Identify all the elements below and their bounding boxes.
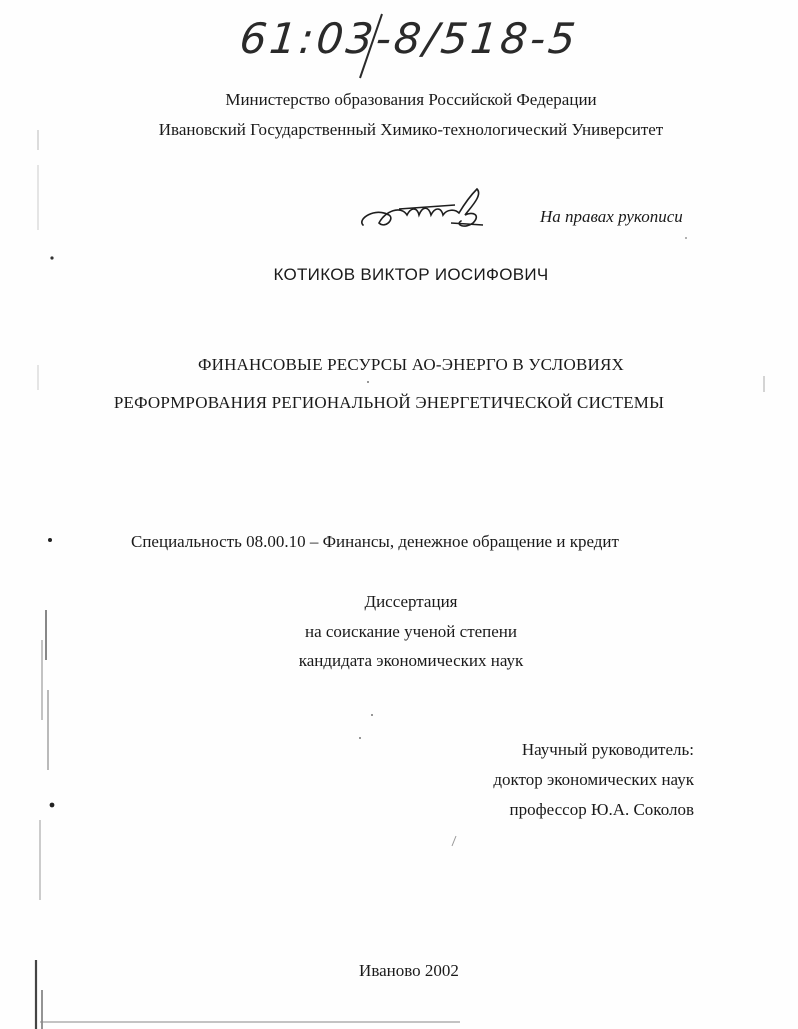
dissertation-line-3: кандидата экономических наук <box>298 651 524 670</box>
archive-stamp-underline <box>232 8 522 80</box>
manuscript-note: На правах рукописи <box>540 207 683 226</box>
city-year: Иваново 2002 <box>359 961 459 980</box>
ministry-line: Министерство образования Российской Федерации <box>225 90 597 109</box>
dissertation-line-2: на соискание ученой степени <box>304 622 518 641</box>
supervisor-name: профессор Ю.А. Соколов <box>509 800 694 819</box>
supervisor-degree: доктор экономических наук <box>493 770 694 789</box>
supervisor-label: Научный руководитель: <box>521 740 694 759</box>
signature-icon <box>355 185 495 235</box>
title-line-1: ФИНАНСОВЫЕ РЕСУРСЫ АО-ЭНЕРГО В УСЛОВИЯХ <box>197 355 625 374</box>
dissertation-line-1: Диссертация <box>364 592 458 611</box>
specialty-line: Специальность 08.00.10 – Финансы, денежное обращение и кредит <box>131 532 619 551</box>
university-line: Ивановский Государственный Химико-технологический Университет <box>158 120 664 139</box>
author-name: КОТИКОВ ВИКТОР ИОСИФОВИЧ <box>273 265 549 284</box>
archive-stamp-handwriting: 61:03-8/518-5 <box>237 14 581 63</box>
title-line-2: РЕФОРМРОВАНИЯ РЕГИОНАЛЬНОЙ ЭНЕРГЕТИЧЕСКОЙ СИСТЕМЫ <box>113 393 665 412</box>
